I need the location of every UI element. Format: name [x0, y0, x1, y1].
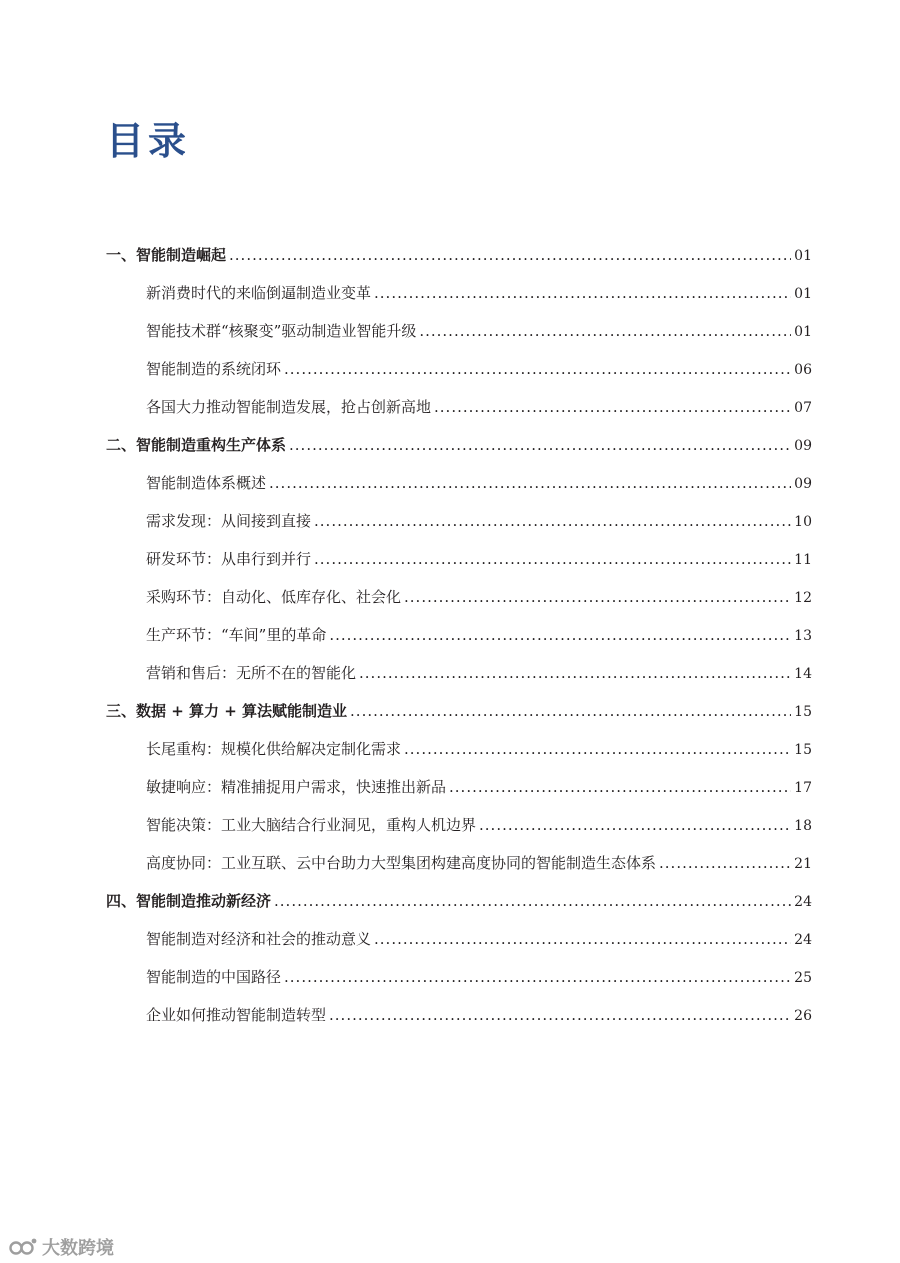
toc-page-number: 13: [794, 628, 812, 644]
toc-dot-leader: [269, 464, 791, 502]
toc-section-entry: [106, 388, 812, 426]
toc-entry-title: 智能制造对经济和社会的推动意义: [146, 930, 372, 948]
toc-entry-title: 各国大力推动智能制造发展，抢占创新高地: [146, 398, 432, 416]
toc-section-entry: [106, 844, 812, 882]
toc-page-number: 15: [794, 704, 812, 720]
page-title: 目录: [106, 119, 191, 163]
toc-page-number: 17: [794, 780, 812, 796]
toc-dot-leader: [419, 312, 791, 350]
toc-dot-leader: [314, 502, 791, 540]
toc-section-entry: [106, 312, 812, 350]
toc-page-number: 24: [794, 932, 812, 948]
toc-dot-leader: [659, 844, 791, 882]
toc-section-entry: [106, 502, 812, 540]
toc-page-number: 21: [794, 856, 812, 872]
toc-page-number: 01: [794, 248, 812, 264]
toc-section-entry: [106, 920, 812, 958]
toc-page-number: 01: [794, 324, 812, 340]
toc-dot-leader: [229, 236, 791, 274]
toc-dot-leader: [374, 920, 791, 958]
toc-entry-title: 需求发现：从间接到直接: [146, 512, 312, 530]
toc-chapter-entry: [106, 426, 812, 464]
toc-entry-title: 营销和售后：无所不在的智能化: [146, 664, 357, 682]
toc-entry-title: 智能技术群“核聚变”驱动制造业智能升级: [146, 322, 417, 340]
toc-section-entry: [106, 540, 812, 578]
toc-dot-leader: [374, 274, 791, 312]
brand-logo-icon: [8, 1236, 38, 1258]
toc-entry-title: 新消费时代的来临倒逼制造业变革: [146, 284, 372, 302]
toc-entry-title: 一、智能制造崛起: [106, 246, 227, 264]
toc-dot-leader: [329, 996, 791, 1034]
toc-dot-leader: [350, 692, 791, 730]
toc-page-number: 06: [794, 362, 812, 378]
toc-entry-title: 智能制造体系概述: [146, 474, 267, 492]
toc-section-entry: [106, 578, 812, 616]
toc-page-number: 15: [794, 742, 812, 758]
toc-page-number: 09: [794, 476, 812, 492]
toc-entry-title: 二、智能制造重构生产体系: [106, 436, 287, 454]
toc-dot-leader: [314, 540, 791, 578]
toc-dot-leader: [329, 616, 791, 654]
toc-page-number: 25: [794, 970, 812, 986]
toc-dot-leader: [449, 768, 791, 806]
toc-page-number: 10: [794, 514, 812, 530]
toc-page-number: 01: [794, 286, 812, 302]
toc-dot-leader: [404, 578, 791, 616]
toc-entry-title: 智能制造的中国路径: [146, 968, 282, 986]
toc-chapter-entry: [106, 692, 812, 730]
toc-entry-title: 高度协同：工业互联、云中台助力大型集团构建高度协同的智能制造生态体系: [146, 854, 657, 872]
toc-entry-title: 敏捷响应：精准捕捉用户需求，快速推出新品: [146, 778, 447, 796]
toc-page-number: 26: [794, 1008, 812, 1024]
toc-dot-leader: [359, 654, 791, 692]
toc-section-entry: [106, 274, 812, 312]
toc-entry-title: 企业如何推动智能制造转型: [146, 1006, 327, 1024]
toc-dot-leader: [404, 730, 791, 768]
table-of-contents: [106, 236, 812, 1034]
toc-section-entry: [106, 768, 812, 806]
toc-section-entry: [106, 654, 812, 692]
toc-page-number: 14: [794, 666, 812, 682]
toc-page-number: 11: [794, 552, 812, 568]
toc-section-entry: [106, 996, 812, 1034]
toc-section-entry: [106, 464, 812, 502]
toc-dot-leader: [284, 958, 791, 996]
toc-entry-title: 长尾重构：规模化供给解决定制化需求: [146, 740, 402, 758]
toc-entry-title: 智能决策：工业大脑结合行业洞见，重构人机边界: [146, 816, 477, 834]
toc-entry-title: 四、智能制造推动新经济: [106, 892, 272, 910]
toc-dot-leader: [434, 388, 791, 426]
toc-dot-leader: [274, 882, 791, 920]
toc-entry-title: 采购环节：自动化、低库存化、社会化: [146, 588, 402, 606]
toc-dot-leader: [284, 350, 791, 388]
toc-section-entry: [106, 806, 812, 844]
watermark-text: 大数跨境: [42, 1238, 114, 1259]
toc-entry-title: 智能制造的系统闭环: [146, 360, 282, 378]
toc-page-number: 12: [794, 590, 812, 606]
toc-page-number: 24: [794, 894, 812, 910]
toc-entry-title: 研发环节：从串行到并行: [146, 550, 312, 568]
toc-section-entry: [106, 958, 812, 996]
toc-page-number: 07: [794, 400, 812, 416]
toc-entry-title: 生产环节：“车间”里的革命: [146, 626, 327, 644]
toc-dot-leader: [289, 426, 791, 464]
toc-page-number: 18: [794, 818, 812, 834]
toc-section-entry: [106, 616, 812, 654]
toc-chapter-entry: [106, 882, 812, 920]
toc-chapter-entry: [106, 236, 812, 274]
toc-section-entry: [106, 350, 812, 388]
toc-page-number: 09: [794, 438, 812, 454]
toc-entry-title: 三、数据 + 算力 + 算法赋能制造业: [106, 702, 348, 720]
watermark: [8, 1234, 114, 1260]
toc-dot-leader: [479, 806, 791, 844]
toc-section-entry: [106, 730, 812, 768]
